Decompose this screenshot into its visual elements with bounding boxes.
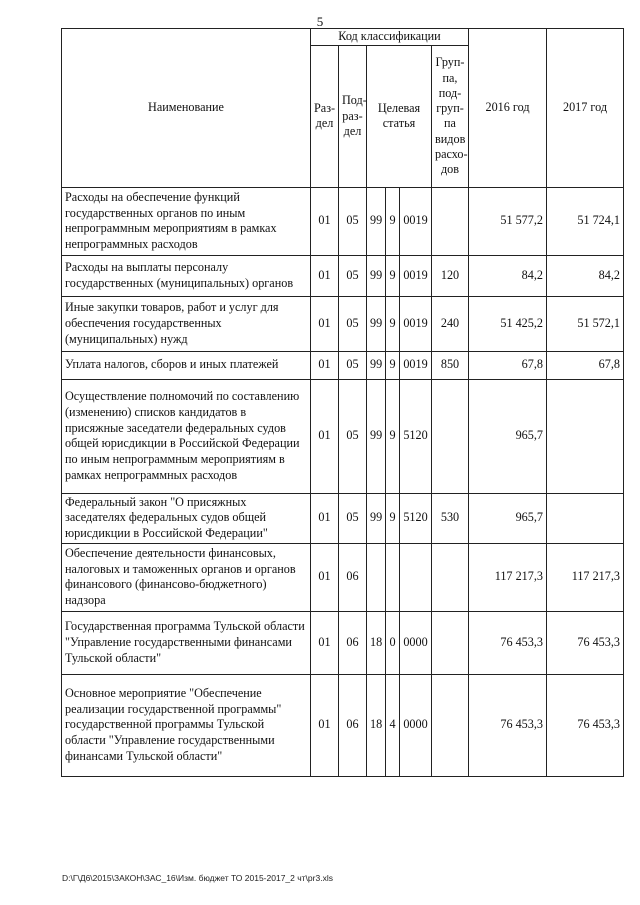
- row-podrazdel: 05: [339, 351, 367, 379]
- table-row: [62, 543, 624, 611]
- row-target-program: 99: [367, 187, 386, 255]
- header-year-2017: 2017 год: [547, 29, 624, 188]
- row-name: Иные закупки товаров, работ и услуг для обеспечения государственных (муниципальных) нужд: [62, 296, 311, 351]
- row-target-subprogram: 9: [386, 351, 400, 379]
- table-row: [62, 379, 624, 493]
- row-expense-group: [432, 187, 469, 255]
- header-name: Наименование: [62, 29, 311, 188]
- row-podrazdel: 05: [339, 493, 367, 543]
- row-target-subprogram: 0: [386, 611, 400, 674]
- row-value-2017: 76 453,3: [547, 674, 624, 776]
- row-value-2017: 67,8: [547, 351, 624, 379]
- row-target-direction: 0000: [400, 674, 432, 776]
- row-value-2016: 67,8: [469, 351, 547, 379]
- row-target-subprogram: 9: [386, 379, 400, 493]
- row-target-program: 18: [367, 611, 386, 674]
- row-value-2016: 117 217,3: [469, 543, 547, 611]
- header-section: Раз-дел: [311, 45, 339, 187]
- row-podrazdel: 06: [339, 543, 367, 611]
- row-value-2016: 84,2: [469, 255, 547, 296]
- row-expense-group: [432, 674, 469, 776]
- row-name: Государственная программа Тульской области "Управление государственными финансами Тульской области": [62, 611, 311, 674]
- row-target-direction: [400, 543, 432, 611]
- row-razdel: 01: [311, 296, 339, 351]
- row-target-program: 99: [367, 379, 386, 493]
- row-razdel: 01: [311, 493, 339, 543]
- row-target-subprogram: 9: [386, 493, 400, 543]
- row-podrazdel: 05: [339, 296, 367, 351]
- row-target-direction: 0019: [400, 187, 432, 255]
- row-razdel: 01: [311, 611, 339, 674]
- row-value-2017: 76 453,3: [547, 611, 624, 674]
- table-header: [62, 29, 624, 188]
- table-row: [62, 611, 624, 674]
- header-subsection: Под-раз-дел: [339, 45, 367, 187]
- header-year-2016: 2016 год: [469, 29, 547, 188]
- row-expense-group: 240: [432, 296, 469, 351]
- table-row: [62, 255, 624, 296]
- row-target-direction: 5120: [400, 493, 432, 543]
- row-podrazdel: 06: [339, 611, 367, 674]
- row-value-2017: [547, 379, 624, 493]
- table-row: [62, 674, 624, 776]
- row-value-2017: 51 724,1: [547, 187, 624, 255]
- row-value-2016: 51 577,2: [469, 187, 547, 255]
- row-razdel: 01: [311, 379, 339, 493]
- row-target-program: 18: [367, 674, 386, 776]
- budget-table: [61, 28, 624, 777]
- row-razdel: 01: [311, 674, 339, 776]
- row-target-program: 99: [367, 493, 386, 543]
- row-razdel: 01: [311, 187, 339, 255]
- row-value-2016: 965,7: [469, 493, 547, 543]
- row-expense-group: 850: [432, 351, 469, 379]
- row-value-2017: 117 217,3: [547, 543, 624, 611]
- row-target-subprogram: 9: [386, 187, 400, 255]
- row-target-direction: 0019: [400, 296, 432, 351]
- row-razdel: 01: [311, 351, 339, 379]
- header-classification-code: Код классификации: [311, 29, 469, 46]
- row-target-direction: 5120: [400, 379, 432, 493]
- table-row: [62, 493, 624, 543]
- row-expense-group: [432, 543, 469, 611]
- row-target-program: 99: [367, 255, 386, 296]
- row-name: Расходы на выплаты персоналу государственных (муниципальных) органов: [62, 255, 311, 296]
- row-value-2017: [547, 493, 624, 543]
- row-value-2016: 76 453,3: [469, 611, 547, 674]
- row-name: Федеральный закон "О присяжных заседателях федеральных судов общей юрисдикции в Российской Федерации": [62, 493, 311, 543]
- header-expense-group: Груп-па, под-груп-па видов расхо-дов: [432, 45, 469, 187]
- row-name: Осуществление полномочий по составлению (изменению) списков кандидатов в присяжные заседатели федеральных судов общей юрисдикции в Российской Федерации по иным непрограммным мероприятиям в рамках непрограммных расходов: [62, 379, 311, 493]
- row-name: Обеспечение деятельности финансовых, налоговых и таможенных органов и органов финансового (финансово-бюджетного) надзора: [62, 543, 311, 611]
- file-path-footer: D:\Г\Д6\2015\ЗАКОН\ЗАС_16\Изм. бюджет ТО 2015-2017_2 чт\pr3.xls: [62, 873, 333, 883]
- row-value-2016: 76 453,3: [469, 674, 547, 776]
- row-name: Расходы на обеспечение функций государственных органов по иным непрограммным мероприятиям в рамках непрограммных расходов: [62, 187, 311, 255]
- table-row: [62, 351, 624, 379]
- row-target-subprogram: 4: [386, 674, 400, 776]
- row-target-direction: 0019: [400, 255, 432, 296]
- row-expense-group: [432, 611, 469, 674]
- table-row: [62, 296, 624, 351]
- row-value-2016: 965,7: [469, 379, 547, 493]
- row-podrazdel: 06: [339, 674, 367, 776]
- page-number: 5: [316, 14, 324, 29]
- row-razdel: 01: [311, 543, 339, 611]
- row-target-program: 99: [367, 351, 386, 379]
- header-target-article: Целевая статья: [367, 45, 432, 187]
- row-name: Уплата налогов, сборов и иных платежей: [62, 351, 311, 379]
- row-target-direction: 0019: [400, 351, 432, 379]
- table-row: [62, 187, 624, 255]
- row-target-program: 99: [367, 296, 386, 351]
- row-expense-group: [432, 379, 469, 493]
- row-podrazdel: 05: [339, 187, 367, 255]
- row-target-subprogram: [386, 543, 400, 611]
- row-target-direction: 0000: [400, 611, 432, 674]
- row-expense-group: 120: [432, 255, 469, 296]
- row-target-subprogram: 9: [386, 255, 400, 296]
- row-podrazdel: 05: [339, 379, 367, 493]
- row-value-2017: 84,2: [547, 255, 624, 296]
- row-value-2016: 51 425,2: [469, 296, 547, 351]
- row-name: Основное мероприятие "Обеспечение реализации государственной программы" государственной программы Тульской области "Управление государственными финансами Тульской области": [62, 674, 311, 776]
- row-target-subprogram: 9: [386, 296, 400, 351]
- row-razdel: 01: [311, 255, 339, 296]
- row-target-program: [367, 543, 386, 611]
- row-expense-group: 530: [432, 493, 469, 543]
- row-podrazdel: 05: [339, 255, 367, 296]
- row-value-2017: 51 572,1: [547, 296, 624, 351]
